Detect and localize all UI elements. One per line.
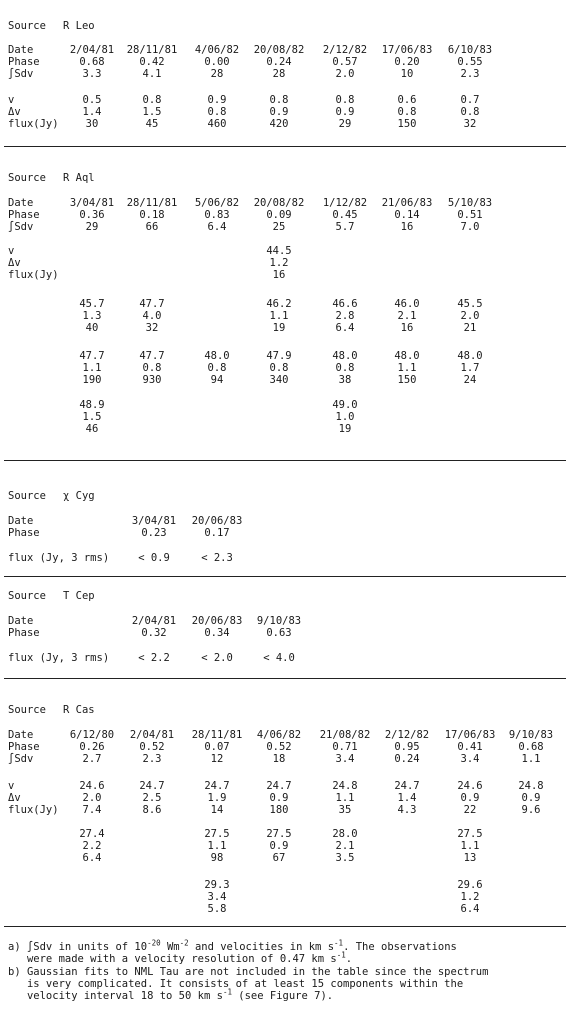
phase-cell: 0.95	[394, 741, 420, 753]
phase-cell: 0.41	[457, 741, 483, 753]
width-cell: 2.0	[82, 792, 102, 804]
date-cell: 2/04/81	[131, 615, 177, 627]
row-label: ∫Sdv	[8, 221, 34, 233]
flux-cell: 420	[269, 118, 289, 130]
footnote-a-text: a) ∫Sdv in units of 10	[8, 941, 148, 953]
section-rule	[4, 678, 566, 679]
width-cell: 0.8	[207, 362, 227, 374]
width-cell: 1.2	[269, 257, 289, 269]
footnote-a-text: .	[345, 953, 353, 965]
flux-cell: 67	[272, 852, 286, 864]
phase-cell: 0.57	[332, 56, 358, 68]
date-cell: 1/12/82	[322, 197, 368, 209]
phase-cell: 0.09	[266, 209, 292, 221]
phase-cell: 0.18	[139, 209, 165, 221]
phase-cell: 0.23	[141, 527, 167, 539]
velocity-cell: 49.0	[332, 399, 358, 411]
flux-cell: 8.6	[142, 804, 162, 816]
date-cell: 6/12/80	[69, 729, 115, 741]
velocity-cell: 27.5	[266, 828, 292, 840]
row-label: v	[8, 780, 15, 792]
velocity-cell: 24.7	[139, 780, 165, 792]
velocity-cell: 47.7	[139, 298, 165, 310]
flux-cell: 180	[269, 804, 289, 816]
source-label: Source	[8, 704, 46, 716]
flux-cell: < 4.0	[263, 652, 295, 664]
footnote-a-exponent: -1	[334, 938, 344, 948]
footnote-a-exponent: -1	[336, 950, 346, 960]
width-cell: 1.5	[142, 106, 162, 118]
footnote-a	[8, 938, 457, 953]
sdv-cell: 5.7	[335, 221, 355, 233]
date-cell: 21/08/82	[319, 729, 371, 741]
sdv-cell: 7.0	[460, 221, 480, 233]
flux-cell: 460	[207, 118, 227, 130]
width-cell: 1.3	[82, 310, 102, 322]
flux-cell: 19	[338, 423, 352, 435]
velocity-cell: 48.9	[79, 399, 105, 411]
footnote-b-text: is very complicated. It consists of at least 15 components within the	[8, 978, 464, 990]
phase-cell: 0.20	[394, 56, 420, 68]
section-rule	[4, 576, 566, 577]
source-name: R Aql	[63, 172, 95, 184]
sdv-cell: 12	[210, 753, 224, 765]
flux-cell: 19	[272, 322, 286, 334]
source-name: R Leo	[63, 20, 95, 32]
row-label: flux(Jy)	[8, 269, 59, 281]
flux-cell: 190	[82, 374, 102, 386]
sdv-cell: 25	[272, 221, 286, 233]
width-cell: 1.1	[82, 362, 102, 374]
flux-cell: 24	[463, 374, 477, 386]
phase-cell: 0.52	[139, 741, 165, 753]
velocity-cell: 0.5	[82, 94, 102, 106]
row-label: ∫Sdv	[8, 753, 34, 765]
width-cell: 2.1	[335, 840, 355, 852]
phase-cell: 0.71	[332, 741, 358, 753]
date-cell: 5/06/82	[194, 197, 240, 209]
phase-cell: 0.68	[518, 741, 544, 753]
footnote-b-exponent: -1	[222, 987, 232, 997]
flux-cell: 6.4	[460, 903, 480, 915]
velocity-cell: 0.8	[142, 94, 162, 106]
footnote-b-text: velocity interval 18 to 50 km s	[8, 990, 223, 1002]
date-cell: 2/04/81	[69, 44, 115, 56]
width-cell: 1.4	[82, 106, 102, 118]
width-cell: 2.0	[460, 310, 480, 322]
phase-cell: 0.83	[204, 209, 230, 221]
sdv-cell: 18	[272, 753, 286, 765]
footnote-b-text: (see Figure 7).	[231, 990, 334, 1002]
footnote-b-line3	[8, 987, 334, 1002]
phase-cell: 0.51	[457, 209, 483, 221]
sdv-cell: 2.0	[335, 68, 355, 80]
sdv-cell: 2.7	[82, 753, 102, 765]
flux-cell: 7.4	[82, 804, 102, 816]
footnote-a-exponent: -20	[147, 938, 161, 948]
date-cell: 20/08/82	[253, 197, 305, 209]
width-cell: 1.1	[335, 792, 355, 804]
sdv-cell: 1.1	[521, 753, 541, 765]
width-cell: 1.7	[460, 362, 480, 374]
footnote-b	[8, 966, 488, 978]
phase-cell: 0.52	[266, 741, 292, 753]
row-label: v	[8, 94, 15, 106]
sdv-cell: 3.4	[335, 753, 355, 765]
width-cell: 2.8	[335, 310, 355, 322]
velocity-cell: 24.6	[79, 780, 105, 792]
row-label: Phase	[8, 627, 40, 639]
date-cell: 9/10/83	[256, 615, 302, 627]
row-label: flux(Jy)	[8, 118, 59, 130]
width-cell: 2.1	[397, 310, 417, 322]
footnote-rule	[4, 926, 566, 927]
source-name: χ Cyg	[63, 490, 95, 502]
sdv-cell: 28	[272, 68, 286, 80]
width-cell: 0.9	[269, 106, 289, 118]
date-cell: 9/10/83	[508, 729, 554, 741]
date-cell: 6/10/83	[447, 44, 493, 56]
date-cell: 20/06/83	[191, 515, 243, 527]
velocity-cell: 47.7	[79, 350, 105, 362]
width-cell: 0.8	[335, 362, 355, 374]
width-cell: 1.9	[207, 792, 227, 804]
sdv-cell: 10	[400, 68, 414, 80]
sdv-cell: 4.1	[142, 68, 162, 80]
footnote-a-unit: Wm	[160, 941, 180, 953]
phase-cell: 0.36	[79, 209, 105, 221]
flux-cell: 3.5	[335, 852, 355, 864]
width-cell: 0.8	[460, 106, 480, 118]
footnote-a-text: were made with a velocity resolution of 0.47 km s	[8, 953, 337, 965]
width-cell: 2.2	[82, 840, 102, 852]
flux-cell: 40	[85, 322, 99, 334]
velocity-cell: 0.6	[397, 94, 417, 106]
date-cell: 28/11/81	[126, 44, 178, 56]
flux-cell: 16	[400, 322, 414, 334]
phase-cell: 0.45	[332, 209, 358, 221]
flux-cell: 16	[272, 269, 286, 281]
sdv-cell: 3.4	[460, 753, 480, 765]
width-cell: 1.5	[82, 411, 102, 423]
date-cell: 4/06/82	[194, 44, 240, 56]
flux-cell: 38	[338, 374, 352, 386]
phase-cell: 0.17	[204, 527, 230, 539]
phase-cell: 0.26	[79, 741, 105, 753]
velocity-cell: 28.0	[332, 828, 358, 840]
width-cell: 0.9	[335, 106, 355, 118]
row-label: Phase	[8, 527, 40, 539]
phase-cell: 0.14	[394, 209, 420, 221]
flux-cell: 6.4	[335, 322, 355, 334]
width-cell: 3.4	[207, 891, 227, 903]
velocity-cell: 47.9	[266, 350, 292, 362]
width-cell: 1.2	[460, 891, 480, 903]
flux-cell: < 2.3	[201, 552, 233, 564]
velocity-cell: 24.8	[332, 780, 358, 792]
velocity-cell: 45.7	[79, 298, 105, 310]
flux-cell: < 2.0	[201, 652, 233, 664]
flux-cell: 150	[397, 118, 417, 130]
flux-cell: 30	[85, 118, 99, 130]
velocity-cell: 27.5	[204, 828, 230, 840]
date-cell: 4/06/82	[256, 729, 302, 741]
phase-cell: 0.68	[79, 56, 105, 68]
flux-cell: 35	[338, 804, 352, 816]
date-cell: 28/11/81	[191, 729, 243, 741]
flux-cell: < 2.2	[138, 652, 170, 664]
velocity-cell: 29.3	[204, 879, 230, 891]
flux-cell: 32	[145, 322, 159, 334]
flux-cell: 930	[142, 374, 162, 386]
source-label: Source	[8, 490, 46, 502]
phase-cell: 0.42	[139, 56, 165, 68]
flux-cell: 45	[145, 118, 159, 130]
flux-cell: 13	[463, 852, 477, 864]
phase-cell: 0.63	[266, 627, 292, 639]
velocity-cell: 47.7	[139, 350, 165, 362]
sdv-cell: 6.4	[207, 221, 227, 233]
phase-cell: 0.55	[457, 56, 483, 68]
width-cell: 1.4	[397, 792, 417, 804]
velocity-cell: 48.0	[204, 350, 230, 362]
footnote-b-line2	[8, 978, 463, 990]
date-cell: 2/12/82	[384, 729, 430, 741]
flux-cell: 29	[338, 118, 352, 130]
date-cell: 17/06/83	[444, 729, 496, 741]
velocity-cell: 29.6	[457, 879, 483, 891]
row-label: Date	[8, 44, 34, 56]
width-cell: 0.9	[460, 792, 480, 804]
velocity-cell: 0.9	[207, 94, 227, 106]
row-label: flux (Jy, 3 rms)	[8, 652, 110, 664]
flux-cell: 98	[210, 852, 224, 864]
flux-cell: 4.3	[397, 804, 417, 816]
velocity-cell: 27.5	[457, 828, 483, 840]
width-cell: 0.9	[269, 840, 289, 852]
width-cell: 2.5	[142, 792, 162, 804]
source-label: Source	[8, 172, 46, 184]
width-cell: 4.0	[142, 310, 162, 322]
row-label: Date	[8, 515, 34, 527]
date-cell: 5/10/83	[447, 197, 493, 209]
row-label: Date	[8, 615, 34, 627]
velocity-cell: 46.6	[332, 298, 358, 310]
velocity-cell: 24.7	[204, 780, 230, 792]
velocity-cell: 24.7	[394, 780, 420, 792]
sdv-cell: 29	[85, 221, 99, 233]
flux-cell: 22	[463, 804, 477, 816]
flux-cell: 32	[463, 118, 477, 130]
footnote-b-text: b) Gaussian fits to NML Tau are not included in the table since the spectrum	[8, 966, 489, 978]
date-cell: 2/04/81	[129, 729, 175, 741]
date-cell: 3/04/81	[69, 197, 115, 209]
footnote-a-line2	[8, 950, 353, 965]
velocity-cell: 46.2	[266, 298, 292, 310]
date-cell: 28/11/81	[126, 197, 178, 209]
row-label: Phase	[8, 741, 40, 753]
sdv-cell: 2.3	[460, 68, 480, 80]
phase-cell: 0.24	[266, 56, 292, 68]
width-cell: 0.8	[207, 106, 227, 118]
width-cell: 1.1	[207, 840, 227, 852]
date-cell: 20/06/83	[191, 615, 243, 627]
width-cell: 1.1	[269, 310, 289, 322]
width-cell: 1.1	[397, 362, 417, 374]
source-name: R Cas	[63, 704, 95, 716]
velocity-cell: 0.7	[460, 94, 480, 106]
row-label: Phase	[8, 209, 40, 221]
velocity-cell: 46.0	[394, 298, 420, 310]
velocity-cell: 24.7	[266, 780, 292, 792]
sdv-cell: 0.24	[394, 753, 420, 765]
source-label: Source	[8, 590, 46, 602]
velocity-cell: 48.0	[332, 350, 358, 362]
width-cell: 1.0	[335, 411, 355, 423]
velocity-cell: 48.0	[394, 350, 420, 362]
velocity-cell: 24.8	[518, 780, 544, 792]
row-label: flux(Jy)	[8, 804, 59, 816]
velocity-cell: 44.5	[266, 245, 292, 257]
flux-cell: 150	[397, 374, 417, 386]
flux-cell: 21	[463, 322, 477, 334]
source-name: T Cep	[63, 590, 95, 602]
footnote-a-exponent: -2	[179, 938, 189, 948]
sdv-cell: 66	[145, 221, 159, 233]
date-cell: 3/04/81	[131, 515, 177, 527]
date-cell: 21/06/83	[381, 197, 433, 209]
row-label: Δv	[8, 792, 21, 804]
row-label: ∫Sdv	[8, 68, 34, 80]
width-cell: 0.8	[269, 362, 289, 374]
velocity-cell: 24.6	[457, 780, 483, 792]
width-cell: 0.9	[521, 792, 541, 804]
flux-cell: 9.6	[521, 804, 541, 816]
row-label: flux (Jy, 3 rms)	[8, 552, 110, 564]
date-cell: 2/12/82	[322, 44, 368, 56]
velocity-cell: 27.4	[79, 828, 105, 840]
footnote-a-text: and velocities in km s	[188, 941, 335, 953]
velocity-cell: 48.0	[457, 350, 483, 362]
phase-cell: 0.34	[204, 627, 230, 639]
sdv-cell: 3.3	[82, 68, 102, 80]
row-label: Date	[8, 729, 34, 741]
width-cell: 1.1	[460, 840, 480, 852]
flux-cell: 46	[85, 423, 99, 435]
sdv-cell: 2.3	[142, 753, 162, 765]
source-label: Source	[8, 20, 46, 32]
velocity-cell: 45.5	[457, 298, 483, 310]
row-label: Δv	[8, 257, 21, 269]
footnote-a-text: . The observations	[343, 941, 457, 953]
velocity-cell: 0.8	[335, 94, 355, 106]
row-label: v	[8, 245, 15, 257]
velocity-cell: 0.8	[269, 94, 289, 106]
section-rule	[4, 460, 566, 461]
width-cell: 0.8	[397, 106, 417, 118]
phase-cell: 0.32	[141, 627, 167, 639]
row-label: Phase	[8, 56, 40, 68]
date-cell: 20/08/82	[253, 44, 305, 56]
section-rule	[4, 146, 566, 147]
width-cell: 0.8	[142, 362, 162, 374]
row-label: Date	[8, 197, 34, 209]
flux-cell: 6.4	[82, 852, 102, 864]
flux-cell: < 0.9	[138, 552, 170, 564]
sdv-cell: 28	[210, 68, 224, 80]
width-cell: 0.9	[269, 792, 289, 804]
date-cell: 17/06/83	[381, 44, 433, 56]
sdv-cell: 16	[400, 221, 414, 233]
flux-cell: 5.8	[207, 903, 227, 915]
flux-cell: 94	[210, 374, 224, 386]
phase-cell: 0.07	[204, 741, 230, 753]
phase-cell: 0.00	[204, 56, 230, 68]
flux-cell: 340	[269, 374, 289, 386]
flux-cell: 14	[210, 804, 224, 816]
row-label: Δv	[8, 106, 21, 118]
